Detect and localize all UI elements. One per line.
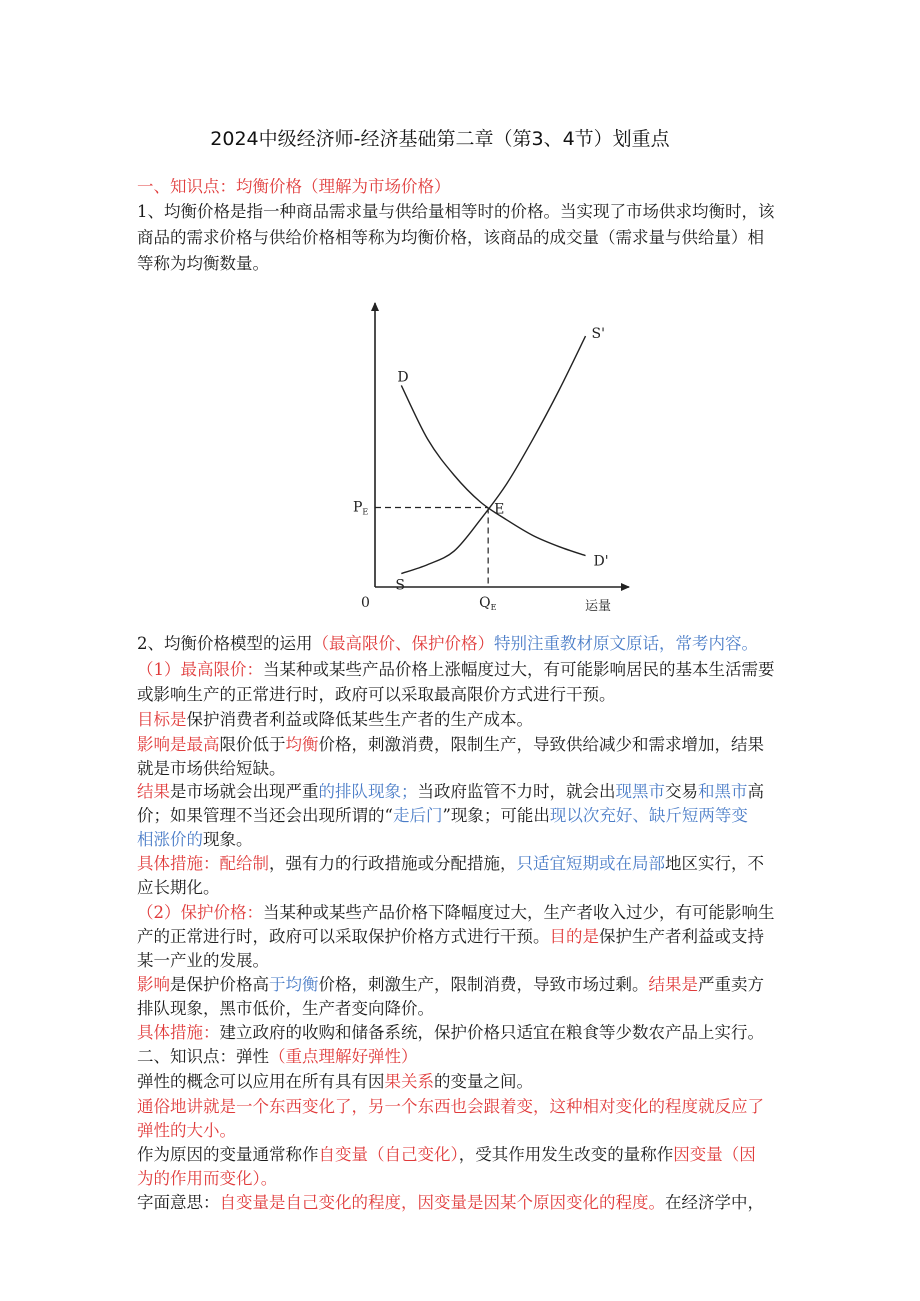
text-segment: 于均衡	[269, 975, 319, 994]
price-label-main: P	[353, 499, 363, 516]
text-segment: 保护生产者利益或支持	[599, 927, 764, 946]
page-title: 2024中级经济师-经济基础第二章（第3、4节）划重点	[210, 128, 670, 150]
text-segment: 自变量（自己变化）	[318, 1145, 459, 1164]
text-segment: 具体措施：	[137, 854, 220, 873]
origin-label: 0	[361, 595, 370, 611]
paragraph-line: 某一产业的发展。	[137, 951, 269, 970]
paragraph-line: 为的作用而变化）。	[137, 1169, 278, 1188]
text-segment: ”现象；可能出	[442, 806, 550, 825]
supply-curve	[401, 336, 585, 573]
heading-topic: 均衡价格（理解为市场价格）	[236, 177, 451, 196]
text-segment: 建立政府的收购和储备系统，保护价格只适宜在粮食等少数农产品上实行。	[219, 1023, 764, 1042]
text-segment: 交易	[665, 782, 698, 801]
section-heading-equilibrium	[137, 175, 451, 199]
text-segment: 相涨价的	[137, 830, 203, 849]
text-segment: 现黑市	[615, 782, 665, 801]
demand-end-label: D'	[593, 553, 609, 570]
paragraph-line	[137, 925, 764, 949]
text-segment: 配给制	[219, 854, 269, 873]
paragraph-line: 弹性的大小。	[137, 1121, 236, 1140]
paragraph-line	[137, 901, 775, 925]
supply-start-label: S	[395, 577, 405, 594]
heading-prefix: 一、知识点：	[137, 177, 236, 196]
text-segment: 的排队现象；	[318, 782, 418, 801]
text-segment: 严重卖方	[698, 975, 764, 994]
x-axis-label: 运量	[585, 599, 612, 614]
demand-curve	[401, 385, 585, 555]
paragraph-line	[137, 658, 775, 682]
text-segment: 地区实行，不	[665, 854, 764, 873]
text-segment: 高	[747, 782, 764, 801]
text-segment: 均衡	[285, 735, 319, 754]
text-segment: 价格，刺激消费，限制生产，导致供给减少和需求增加，结果	[318, 735, 764, 754]
text-segment: 现象。	[203, 830, 253, 849]
paragraph-line: 1、均衡价格是指一种商品需求量与供给量相等时的价格。当实现了市场供求均衡时，该	[137, 202, 775, 221]
text-segment: （重点理解好弹性）	[269, 1047, 418, 1066]
paragraph-line: 就是市场供给短缺。	[137, 759, 286, 778]
supply-end-label: S'	[591, 326, 605, 343]
paragraph-line	[137, 828, 253, 852]
text-segment: 走后门	[392, 806, 443, 825]
text-segment: 目的是	[549, 927, 599, 946]
equilibrium-quantity-label	[479, 595, 496, 612]
section-heading-elasticity	[137, 1045, 418, 1069]
text-segment: 产的正常进行时，政府可以采取保护价格方式进行干预。	[137, 927, 550, 946]
text-segment: 价；如果管理不当还会出现所谓的“	[137, 806, 393, 825]
paragraph-line	[137, 1021, 764, 1045]
text-segment: 当某种或某些产品价格上涨幅度过大，有可能影响居民的基本生活需要	[263, 660, 775, 679]
text-segment: 是保护价格高	[170, 975, 269, 994]
text-segment: 自变量是自己变化的程度，因变量是因某个原因变化的程度。	[219, 1193, 665, 1212]
text-segment: 和黑市	[698, 782, 748, 801]
text-segment: 影响	[137, 975, 170, 994]
text-segment: 保护消费者利益或降低某些生产者的生产成本。	[186, 710, 533, 729]
text-segment: 2、均衡价格模型的运用	[137, 634, 313, 653]
text-segment: 影响是最高	[137, 735, 220, 754]
paragraph-line: 或影响生产的正常进行时，政府可以采取最高限价方式进行干预。	[137, 685, 616, 704]
text-segment: 目标是	[137, 710, 187, 729]
text-segment: 作为原因的变量通常称作	[137, 1145, 319, 1164]
paragraph-line	[137, 1070, 533, 1094]
paragraph-line	[137, 804, 748, 828]
paragraph-line	[137, 780, 764, 804]
text-segment: 特别注重教材原文原话，常考内容。	[494, 634, 758, 653]
text-segment: 弹性的概念可以应用在所有具有因	[137, 1072, 385, 1091]
equilibrium-price-label	[353, 499, 368, 516]
text-segment: （2）保护价格：	[137, 903, 263, 922]
text-segment: 是市场就会出现严重	[170, 782, 319, 801]
text-segment: 具体措施：	[137, 1023, 220, 1042]
price-label-sub: E	[362, 507, 369, 517]
text-segment: ，强有力的行政措施或分配措施，	[269, 854, 517, 873]
qty-label-main: Q	[479, 595, 491, 611]
paragraph-line: 商品的需求价格与供给价格相等称为均衡价格，该商品的成交量（需求量与供给量）相	[137, 228, 764, 247]
paragraph-line	[137, 1191, 764, 1215]
text-segment: 字面意思：	[137, 1193, 220, 1212]
text-segment: 二、知识点：弹性	[137, 1047, 269, 1066]
supply-demand-chart	[345, 297, 635, 622]
paragraph-line	[137, 1143, 756, 1167]
text-segment: ，受其作用发生改变的量称作	[458, 1145, 674, 1164]
text-segment: 因变量（因	[673, 1145, 756, 1164]
equilibrium-point-label: E	[494, 501, 505, 518]
paragraph-line	[137, 708, 533, 732]
paragraph-line	[137, 973, 764, 997]
text-segment: 当某种或某些产品价格下降幅度过大，生产者收入过少，有可能影响生	[263, 903, 775, 922]
text-segment: （1）最高限价：	[137, 660, 263, 679]
demand-start-label: D	[397, 369, 409, 386]
paragraph-line: 等称为均衡数量。	[137, 254, 269, 273]
text-segment: 在经济学中，	[665, 1193, 764, 1212]
qty-label-sub: E	[490, 603, 497, 612]
text-segment: 限价低于	[219, 735, 286, 754]
paragraph-line: 排队现象，黑市低价，生产者变向降价。	[137, 999, 434, 1018]
paragraph-line	[137, 852, 764, 876]
text-segment: （最高限价、保护价格）	[312, 634, 494, 653]
text-segment: 结果是	[648, 975, 698, 994]
text-segment: 只适宜短期或在局部	[516, 854, 665, 873]
text-segment: 现以次充好、缺斤短两等变	[549, 806, 748, 825]
paragraph-line: 应长期化。	[137, 878, 220, 897]
text-segment: 价格，刺激生产，限制消费，导致市场过剩。	[318, 975, 649, 994]
paragraph-line	[137, 632, 758, 656]
paragraph-line: 通俗地讲就是一个东西变化了，另一个东西也会跟着变，这种相对变化的程度就反应了	[137, 1097, 764, 1116]
paragraph-line	[137, 733, 764, 757]
text-segment: 当政府监管不力时，就会出	[417, 782, 616, 801]
text-segment: 结果	[137, 782, 170, 801]
text-segment: 的变量之间。	[434, 1072, 533, 1091]
text-segment: 果关系	[384, 1072, 434, 1091]
